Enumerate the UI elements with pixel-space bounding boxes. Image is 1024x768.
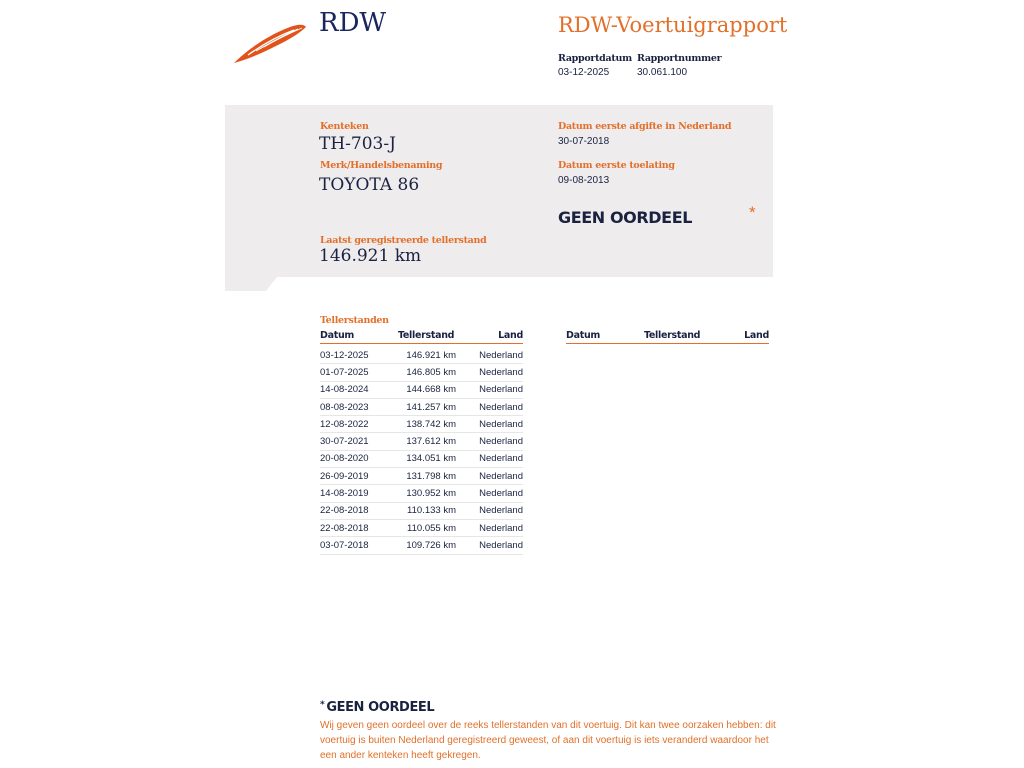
- row-country: Nederland: [479, 488, 523, 500]
- table-row: [320, 468, 523, 485]
- row-date: 12-08-2022: [320, 418, 369, 430]
- first-admission-label: Datum eerste toelating: [558, 160, 675, 171]
- report-date-label: Rapportdatum: [558, 53, 632, 64]
- table-row: [320, 433, 523, 450]
- first-issue-nl-value: 30-07-2018: [558, 136, 610, 147]
- table-row: [320, 347, 523, 364]
- plate-value: TH-703-J: [319, 134, 396, 154]
- verdict-asterisk: *: [749, 203, 756, 222]
- first-admission-value: 09-08-2013: [558, 175, 610, 186]
- footnote-text: Wij geven geen oordeel over de reeks tellerstanden van dit voertuig. Dit kan twee oorzaken hebben: dit voertuig is buiten Nederland geregistreerd geweest, of aan dit voertuig is iets veranderd waardoor het een ander kenteken heeft gekregen.: [320, 720, 776, 761]
- row-country: Nederland: [479, 384, 523, 396]
- row-country: Nederland: [479, 418, 523, 430]
- row-country: Nederland: [479, 539, 523, 551]
- row-date: 01-07-2025: [320, 366, 369, 378]
- make-value: TOYOTA 86: [319, 175, 420, 195]
- table-row: [320, 537, 523, 554]
- table-row: [320, 451, 523, 468]
- row-odometer: 134.051 km: [406, 453, 456, 465]
- row-date: 22-08-2018: [320, 522, 369, 534]
- vehicle-summary-panel: [225, 105, 773, 291]
- report-number-label: Rapportnummer: [637, 53, 722, 64]
- row-date: 08-08-2023: [320, 401, 369, 413]
- report-number-value: 30.061.100: [637, 67, 688, 78]
- verdict-text: GEEN OORDEEL: [558, 208, 693, 227]
- odometer-table-left: [320, 330, 523, 555]
- last-odometer-label: Laatst geregistreerde tellerstand: [320, 235, 487, 246]
- row-country: Nederland: [479, 436, 523, 448]
- table-row: [320, 416, 523, 433]
- row-country: Nederland: [479, 401, 523, 413]
- make-label: Merk/Handelsbenaming: [320, 160, 443, 171]
- row-odometer: 146.921 km: [406, 349, 456, 361]
- row-odometer: 138.742 km: [406, 418, 456, 430]
- first-issue-nl-label: Datum eerste afgifte in Nederland: [558, 121, 732, 132]
- rdw-logo-icon: [232, 24, 308, 66]
- header-odometer: Tellerstand: [397, 330, 455, 341]
- row-date: 22-08-2018: [320, 505, 369, 517]
- table-row: [320, 503, 523, 520]
- row-odometer: 146.805 km: [406, 366, 456, 378]
- header-date: Datum: [320, 330, 354, 341]
- row-country: Nederland: [479, 366, 523, 378]
- row-odometer: 144.668 km: [406, 384, 456, 396]
- brand-name: RDW: [319, 8, 387, 38]
- table-header: [566, 330, 769, 344]
- footnote-asterisk: *: [320, 700, 325, 710]
- table-body: [320, 347, 523, 555]
- row-date: 30-07-2021: [320, 436, 369, 448]
- table-row: [320, 399, 523, 416]
- row-date: 03-07-2018: [320, 539, 369, 551]
- row-odometer: 109.726 km: [406, 539, 456, 551]
- row-country: Nederland: [479, 505, 523, 517]
- row-country: Nederland: [479, 453, 523, 465]
- report-date-value: 03-12-2025: [558, 67, 610, 78]
- row-odometer: 141.257 km: [406, 401, 456, 413]
- row-date: 26-09-2019: [320, 470, 369, 482]
- row-date: 14-08-2024: [320, 384, 369, 396]
- table-row: [320, 520, 523, 537]
- row-odometer: 110.133 km: [407, 505, 456, 517]
- table-row: [320, 364, 523, 381]
- table-row: [320, 485, 523, 502]
- row-odometer: 137.612 km: [406, 436, 456, 448]
- row-odometer: 110.055 km: [407, 522, 456, 534]
- row-odometer: 131.798 km: [406, 470, 456, 482]
- odometer-table-right: [566, 330, 769, 344]
- row-date: 20-08-2020: [320, 453, 369, 465]
- header-country: Land: [744, 330, 769, 341]
- header-country: Land: [498, 330, 523, 341]
- odometer-section-title: Tellerstanden: [320, 315, 389, 326]
- row-date: 03-12-2025: [320, 349, 369, 361]
- table-row: [320, 382, 523, 399]
- row-country: Nederland: [479, 522, 523, 534]
- footnote-title: [320, 700, 434, 715]
- table-header: [320, 330, 523, 344]
- row-country: Nederland: [479, 470, 523, 482]
- row-odometer: 130.952 km: [406, 488, 456, 500]
- report-title: RDW-Voertuigrapport: [558, 13, 788, 37]
- footnote-title-text: GEEN OORDEEL: [326, 700, 435, 715]
- row-date: 14-08-2019: [320, 488, 369, 500]
- header-odometer: Tellerstand: [643, 330, 701, 341]
- last-odometer-value: 146.921 km: [319, 246, 422, 266]
- row-country: Nederland: [479, 349, 523, 361]
- header-date: Datum: [566, 330, 600, 341]
- plate-label: Kenteken: [320, 121, 369, 132]
